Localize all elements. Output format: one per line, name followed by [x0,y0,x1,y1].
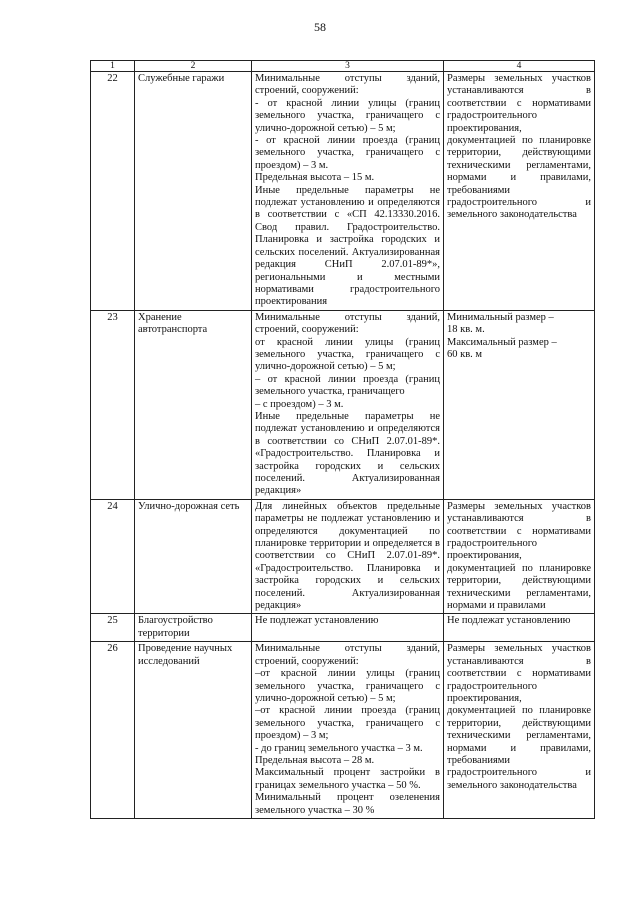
parameter-text: Максимальный процент застройки в границах земельного участка – 50 %. [255,767,440,791]
plot-size-cell [444,310,595,499]
row-number: 24 [91,499,135,614]
row-number: 25 [91,614,135,642]
parameters-cell [252,310,444,499]
column-header: 1 [91,61,135,72]
plot-size-cell [444,642,595,819]
column-header: 4 [444,61,595,72]
plot-size-text: Максимальный размер – [447,336,557,348]
plot-size-text: Размеры земельных участков устанавливаются в соответствии с нормативами градостроительного проектирования, документацией по планировке территории, действующими техническими регламентами, нормами и правилами, требованиями градостроительного и земельного законодательства [447,643,591,791]
table-row [91,614,595,642]
parameters-cell [252,72,444,311]
parameter-text: Для линейных объектов предельные параметры не подлежат установлению и определяются документацией по планировке территории и определяется в соответствии со СНиП 2.07.01-89*. «Градостроительство. Планировка и застройка городских и сельских поселений. Актуализированная редакция» [255,500,440,612]
parameter-text: –от красной линии улицы (границ земельного участка, граничащего с улично-дорожной сетью) – 5 м; [255,668,440,704]
parameter-text: Минимальный процент озеленения земельного участка – 30 % [255,792,440,816]
row-number: 22 [91,72,135,311]
column-header: 2 [135,61,252,72]
parameters-cell [252,642,444,819]
parameter-text: - до границ земельного участка – 3 м. [255,742,423,754]
parameter-text: – с проездом) – 3 м. [255,398,344,410]
regulations-table [90,60,595,819]
parameter-text: Предельная высота – 15 м. [255,172,375,184]
parameter-text: – от красной линии проезда (границ земельного участка, граничащего [255,373,440,398]
parameter-text: - от красной линии улицы (границ земельного участка, граничащего с улично-дорожной сетью) – 5 м; [255,97,440,134]
parameter-text: Не подлежат установлению [255,615,379,627]
parameter-text: –от красной линии проезда (границ земельного участка, граничащего с проездом) – 3 м; [255,705,440,742]
table-row [91,72,595,311]
parameter-text: Минимальные отступы зданий, строений, сооружений: [255,311,440,336]
land-use-name: Хранение автотранспорта [135,310,252,499]
plot-size-text: Не подлежат установлению [447,615,571,627]
plot-size-text: 60 кв. м [447,348,483,360]
plot-size-cell [444,499,595,614]
plot-size-text: 18 кв. м. [447,324,485,336]
land-use-name: Благоустройство территории [135,614,252,642]
row-number: 26 [91,642,135,819]
parameter-text: Минимальные отступы зданий, строений, сооружений: [255,643,440,667]
parameter-text: от красной линии улицы (границ земельного участка, граничащего с улично-дорожной сетью) – 5 м; [255,336,440,373]
header-row [91,61,595,72]
parameters-cell [252,614,444,642]
land-use-name: Улично-дорожная сеть [135,499,252,614]
land-use-name: Служебные гаражи [135,72,252,311]
parameter-text: Иные предельные параметры не подлежат установлению и определяются в соответствии с «СП 42.13330.2016. Свод правил. Градостроительство. Планировка и застройка городских и сельских поселений. Актуализированная редакция СНиП 2.07.01-89*», региональными и местными нормативами градостроительного проектирования [255,184,440,308]
parameter-text: Предельная высота – 28 м. [255,754,375,766]
parameter-text: - от красной линии проезда (границ земельного участка, граничащего с проездом) – 3 м. [255,135,440,171]
parameters-cell [252,499,444,614]
page-number: 58 [314,20,326,34]
plot-size-text: Размеры земельных участков устанавливаются в соответствии с нормативами градостроительного проектирования, документацией по планировке территории, действующими техническими регламентами, нормами и правилами [447,500,591,612]
row-number: 23 [91,310,135,499]
table-row [91,499,595,614]
plot-size-cell [444,72,595,311]
land-use-name: Проведение научных исследований [135,642,252,819]
table-row [91,310,595,499]
plot-size-text: Минимальный размер – [447,311,554,323]
plot-size-cell [444,614,595,642]
parameter-text: Минимальные отступы зданий, строений, сооружений: [255,73,440,97]
parameter-text: Иные предельные параметры не подлежат установлению и определяются в соответствии со СНиП 2.07.01-89*. «Градостроительство. Планировка и застройка городских и сельских поселений. Актуализированная редакция» [255,410,440,497]
plot-size-text: Размеры земельных участков устанавливаются в соответствии с нормативами градостроительного проектирования, документацией по планировке территории, действующими техническими регламентами, нормами и правилами, требованиями градостроительного и земельного законодательства [447,73,591,221]
column-header: 3 [252,61,444,72]
table-row [91,642,595,819]
